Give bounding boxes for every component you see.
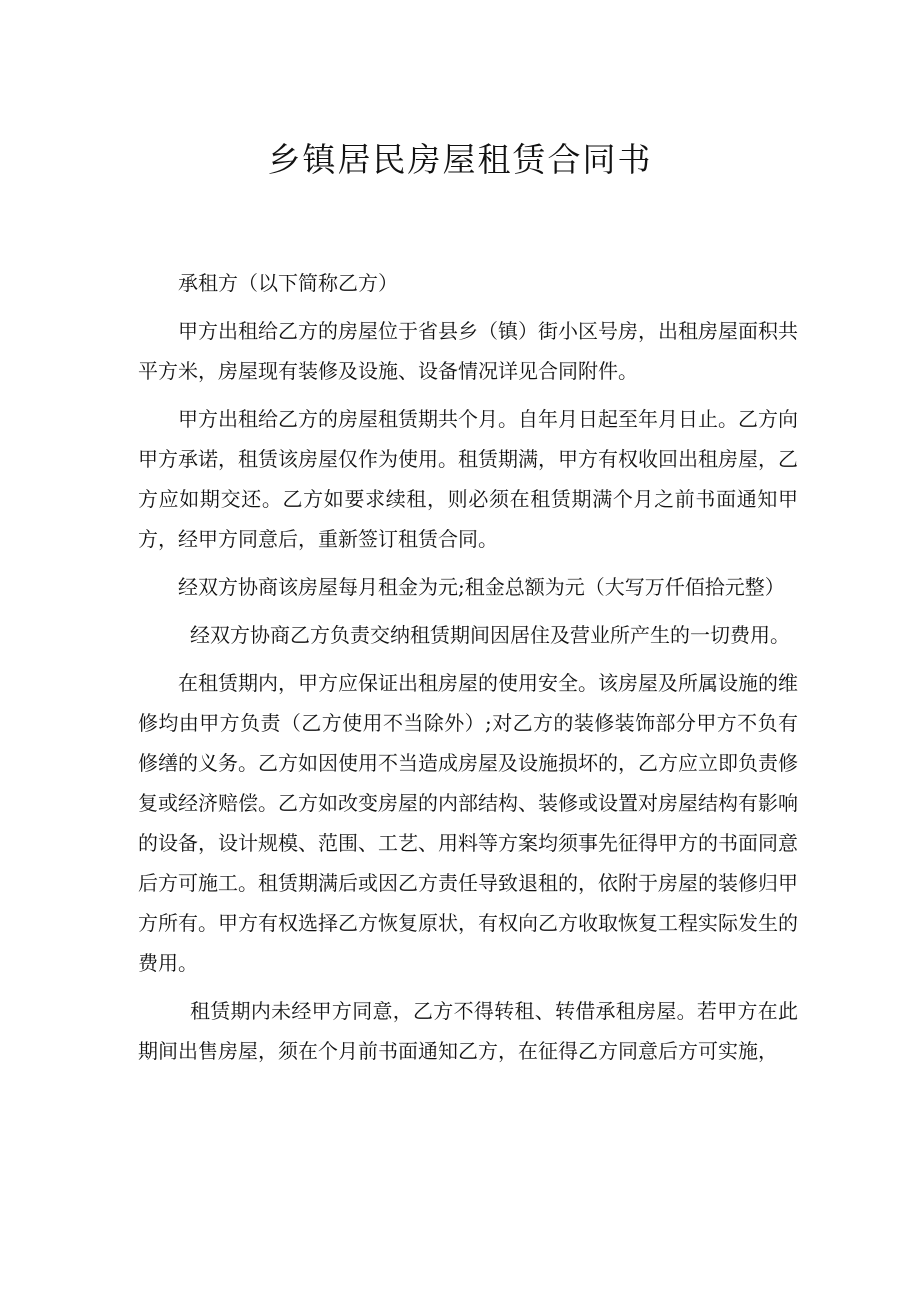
paragraph-sublet: 租赁期内未经甲方同意，乙方不得转租、转借承租房屋。若甲方在此期间出售房屋，须在个月前书面通知乙方，在征得乙方同意后方可实施， <box>138 999 798 1063</box>
paragraph-lease-term: 甲方出租给乙方的房屋租赁期共个月。自年月日起至年月日止。乙方向甲方承诺，租赁该房屋仅作为使用。租赁期满，甲方有权收回出租房屋，乙方应如期交还。乙方如要求续租，则必须在租赁期满个月之前书面通知甲方，经甲方同意后，重新签订租赁合同。 <box>138 407 798 551</box>
paragraph-fees: 经双方协商乙方负责交纳租赁期间因居住及营业所产生的一切费用。 <box>190 623 790 647</box>
paragraph-property-location: 甲方出租给乙方的房屋位于省县乡（镇）街小区号房，出租房屋面积共平方米，房屋现有装修及设施、设备情况详见合同附件。 <box>138 319 798 383</box>
document-body <box>138 263 798 1079</box>
paragraph-maintenance: 在租赁期内，甲方应保证出租房屋的使用安全。该房屋及所属设施的维修均由甲方负责（乙方使用不当除外）;对乙方的装修装饰部分甲方不负有修缮的义务。乙方如因使用不当造成房屋及设施损坏的，乙方应立即负责修复或经济赔偿。乙方如改变房屋的内部结构、装修或设置对房屋结构有影响的设备，设计规模、范围、工艺、用料等方案均须事先征得甲方的书面同意后方可施工。租赁期满后或因乙方责任导致退租的，依附于房屋的装修归甲方所有。甲方有权选择乙方恢复原状，有权向乙方收取恢复工程实际发生的费用。 <box>138 671 798 975</box>
document-title: 乡镇居民房屋租赁合同书 <box>267 140 653 179</box>
paragraph-rent: 经双方协商该房屋每月租金为元;租金总额为元（大写万仟佰拾元整） <box>178 575 785 599</box>
paragraph-lessee: 承租方（以下简称乙方） <box>178 271 398 295</box>
